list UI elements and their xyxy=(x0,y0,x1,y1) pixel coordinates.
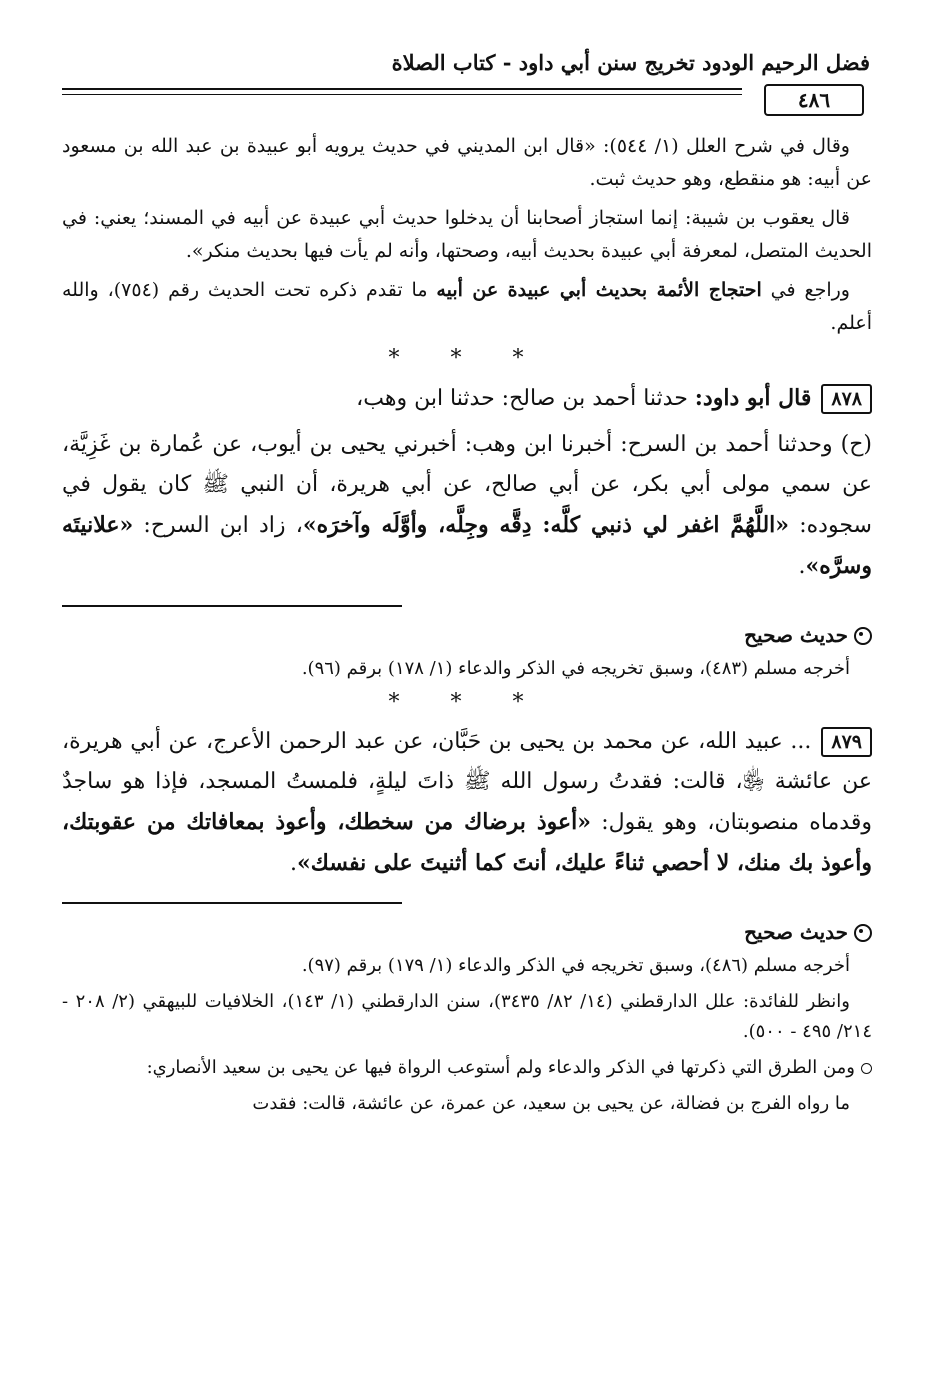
page-body xyxy=(62,130,872,1125)
page xyxy=(62,48,872,1388)
text: ، زاد ابن السرح: xyxy=(133,513,303,538)
header-rule xyxy=(62,84,872,112)
grade-label: حديث صحيح xyxy=(744,623,848,647)
takhrij-note: وانظر للفائدة: علل الدارقطني (١٤/ ٨٢/ ٣٤٣٥)، سنن الدارقطني (١/ ١٤٣)، الخلافيات للبيهقي (٢/ ٢٠٨ - ٢١٤/ ٤٩٥ - ٥٠٠). xyxy=(62,991,872,1042)
grade-heading xyxy=(62,916,872,949)
takhrij-note: أخرجه مسلم (٤٨٣)، وسبق تخريجه في الذكر والدعاء (١/ ١٧٨) برقم (٩٦). xyxy=(301,658,850,679)
text: . xyxy=(290,851,298,876)
bold-text: «علانيتَه وسرَّه» xyxy=(62,512,872,579)
hadith-number: ٨٧٨ xyxy=(821,384,872,414)
hadith-879-text xyxy=(62,722,872,884)
text: وراجع في xyxy=(761,279,850,301)
separator-rule xyxy=(62,902,402,904)
takhrij-note: ما رواه الفرج بن فضالة، عن يحيى بن سعيد، عن عمرة، عن عائشة، قالت: فقدت xyxy=(252,1093,850,1114)
hadith-878-text xyxy=(62,425,872,587)
text: ومن الطرق التي ذكرتها في الذكر والدعاء ولم أستوعب الرواة فيها عن يحيى بن سعيد الأنصاري: xyxy=(146,1057,855,1078)
running-header xyxy=(62,48,872,78)
bold-text: «أعوذ برضاك من سخطك، وأعوذ بمعافاتك من عقوبتك، وأعوذ بك منك، لا أحصي ثناءً عليك، أنتَ كما أثنيتَ على نفسك» xyxy=(62,809,872,876)
paragraph xyxy=(62,274,872,340)
section-divider-stars: * * * xyxy=(388,346,546,371)
paragraph: قال يعقوب بن شيبة: إنما استجاز أصحابنا أن يدخلوا حديث أبي عبيدة عن أبيه في المسند؛ يعني: في الحديث المتصل، لمعرفة أبي عبيدة بحديث أبيه، وصحتها، وأنه لم يأت فيها بحديث منكر». xyxy=(62,207,872,262)
hadith-878-intro xyxy=(62,378,872,419)
bold-text: احتجاج الأئمة بحديث أبي عبيدة عن أبيه xyxy=(436,279,762,301)
bold-text: قال أبو داود: xyxy=(694,385,812,411)
header-double-rule xyxy=(62,88,742,99)
separator-rule xyxy=(62,605,402,607)
text: ... عبيد الله، عن محمد بن يحيى بن حَبَّان، عن عبد الرحمن الأعرج، عن أبي هريرة، عن عائشة ﵂، قالت: فقدتُ رسول الله ﷺ ذاتَ ليلةٍ، فلمستُ المسجد، فإذا هو ساجدٌ وقدماه منصوبتان، وهو يقول: xyxy=(62,729,872,835)
circle-bullet-icon xyxy=(861,1063,872,1074)
grade-marker-icon xyxy=(854,627,872,645)
header-title: فضل الرحيم الودود تخريج سنن أبي داود - كتاب الصلاة xyxy=(391,50,870,75)
paragraph: وقال في شرح العلل (١/ ٥٤٤): «قال ابن المديني في حديث يرويه أبو عبيدة بن عبد الله بن مسعود عن أبيه: هو منقطع، وهو حديث ثبت. xyxy=(62,135,872,190)
grade-heading xyxy=(62,619,872,652)
section-divider-stars: * * * xyxy=(388,690,546,715)
text: حدثنا أحمد بن صالح: حدثنا ابن وهب، xyxy=(356,386,695,411)
grade-label: حديث صحيح xyxy=(744,920,848,944)
bold-text: «اللَّهُمَّ اغفر لي ذنبي كلَّه: دِقَّه وجِلَّه، وأوَّلَه وآخرَه» xyxy=(302,512,790,538)
grade-marker-icon xyxy=(854,924,872,942)
text: (ح) وحدثنا أحمد بن السرح: أخبرنا ابن وهب: أخبرني يحيى بن أيوب، عن عُمارة بن غَزِيَّة، عن سمي مولى أبي بكر، عن أبي صالح، عن أبي هريرة، أن النبي ﷺ كان يقول في سجوده: xyxy=(62,432,872,538)
takhrij-note: أخرجه مسلم (٤٨٦)، وسبق تخريجه في الذكر والدعاء (١/ ١٧٩) برقم (٩٧). xyxy=(301,955,850,976)
text: . xyxy=(798,554,806,579)
text: ما تقدم ذكره تحت الحديث رقم (٧٥٤)، والله أعلم. xyxy=(62,279,872,334)
hadith-number: ٨٧٩ xyxy=(821,727,872,757)
page-number: ٤٨٦ xyxy=(764,84,864,116)
bullet-note xyxy=(62,1053,872,1083)
